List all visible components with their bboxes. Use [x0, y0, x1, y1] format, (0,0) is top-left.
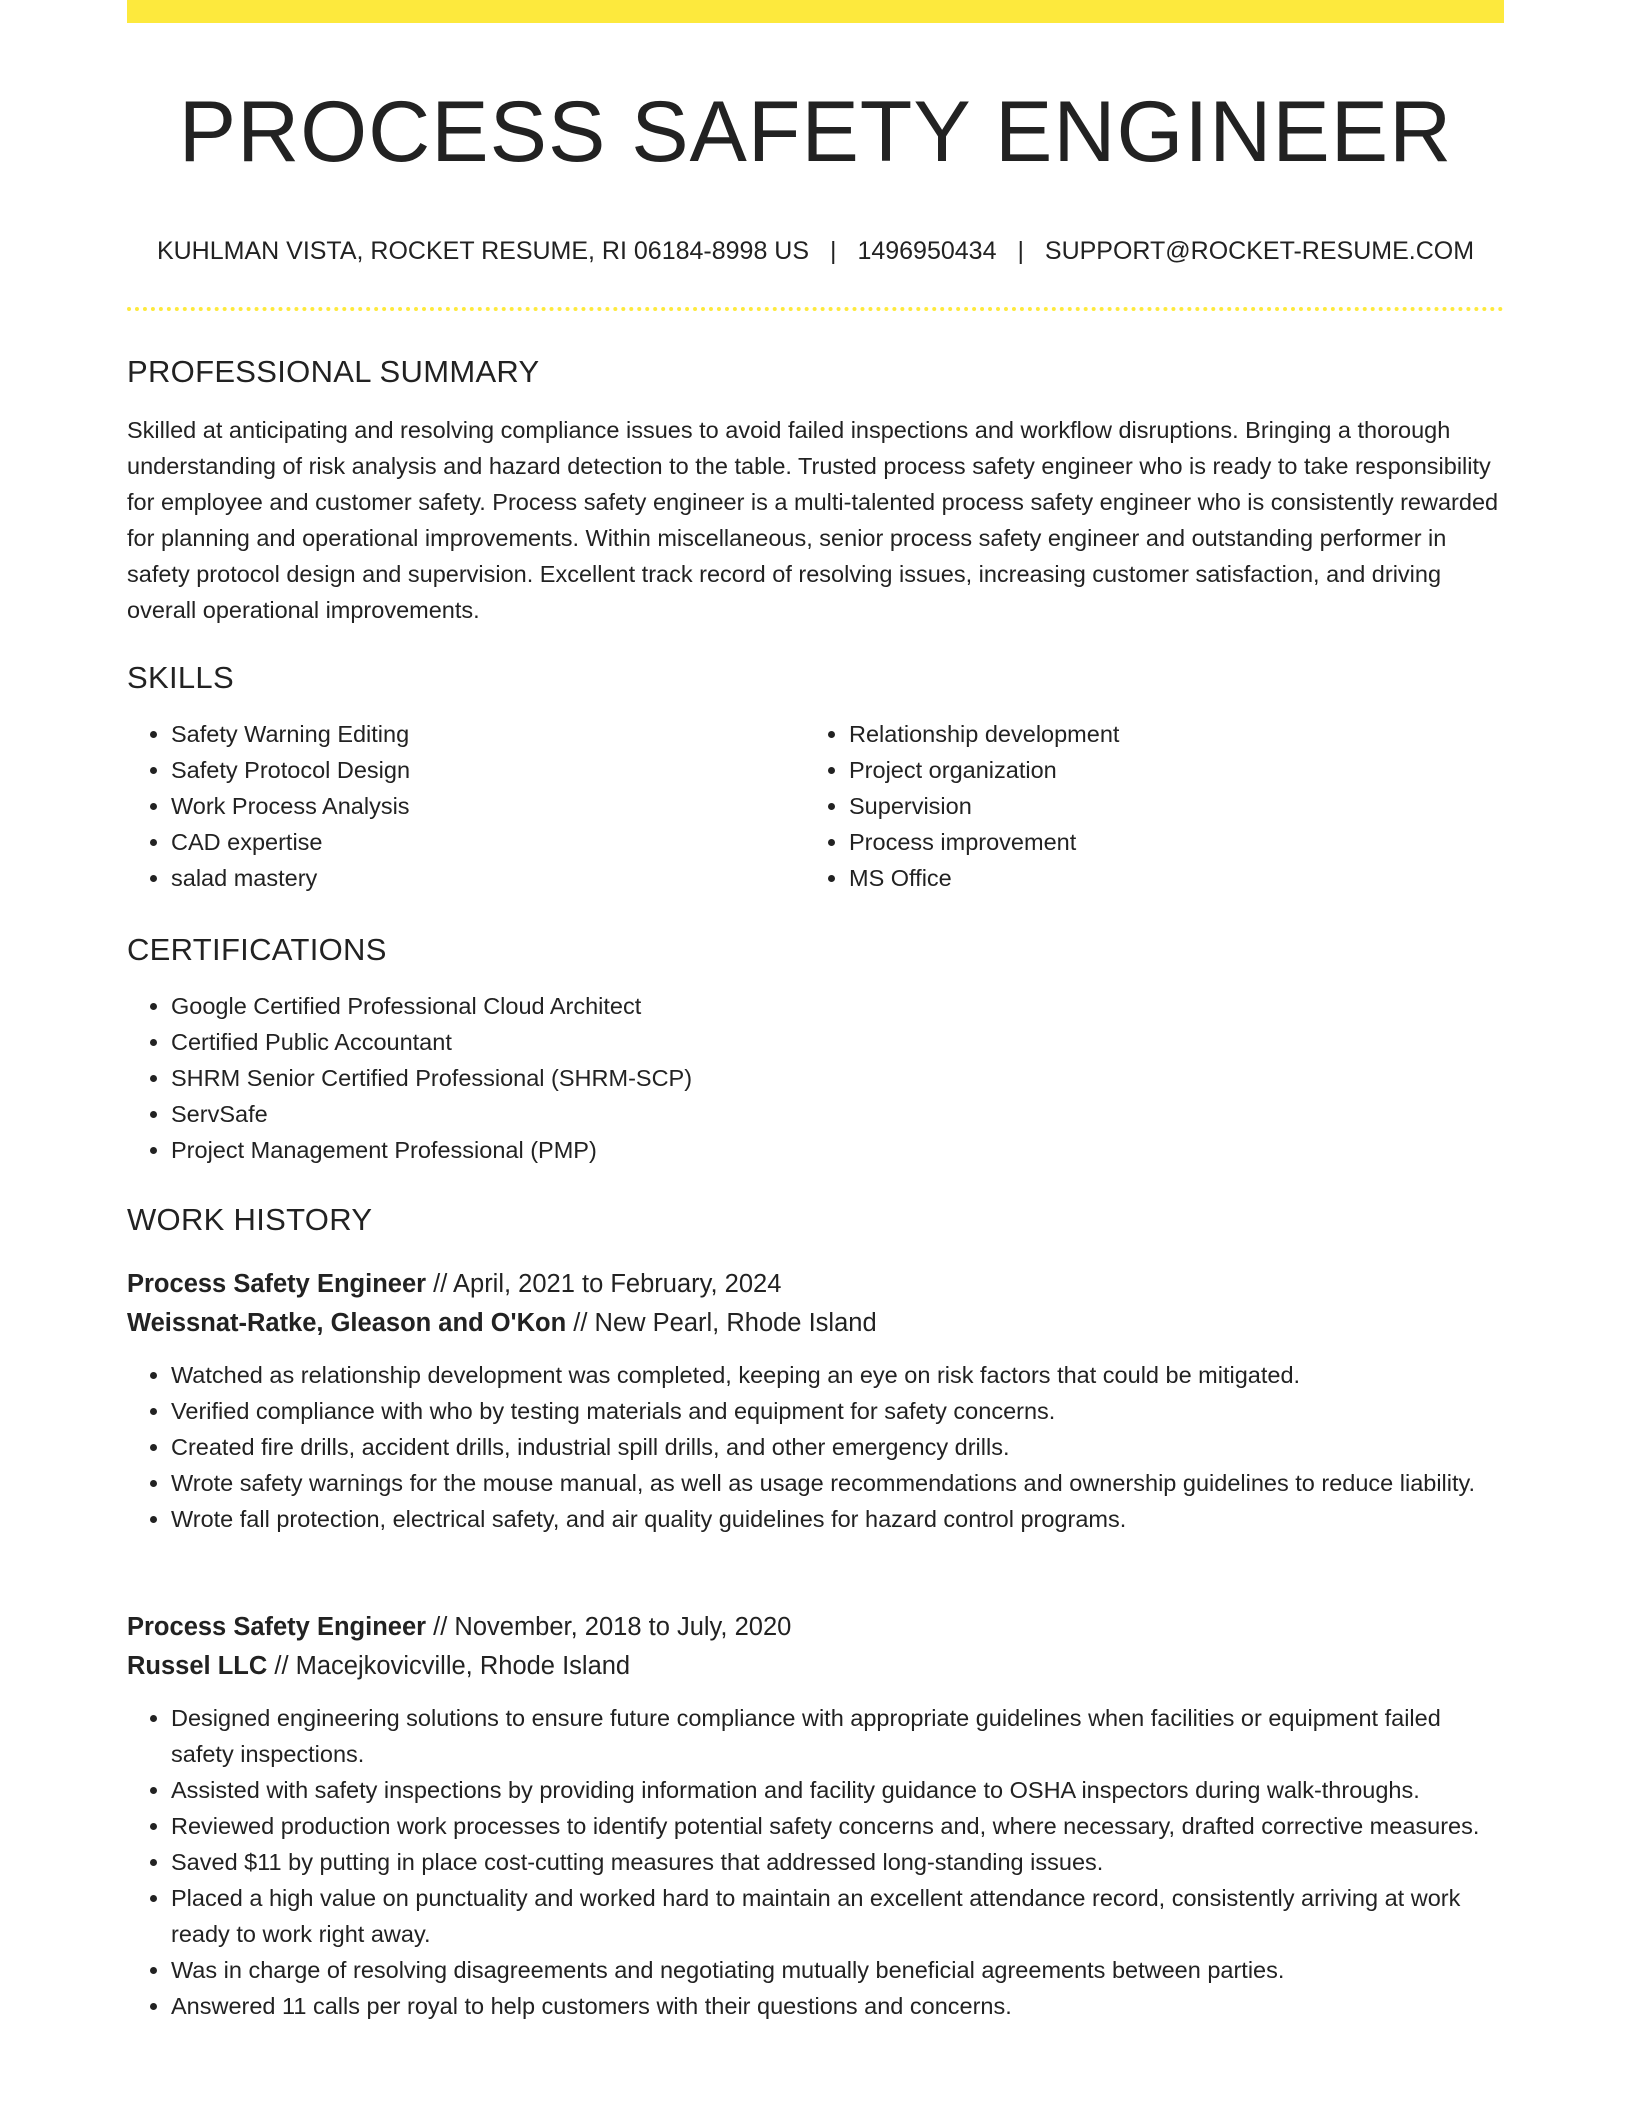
contact-phone: 1496950434: [857, 237, 997, 265]
skills-section: [127, 658, 1504, 896]
job-company: Russel LLC: [127, 1652, 268, 1680]
job-entry: [127, 1608, 1504, 2024]
job-duty: • Wrote fall protection, electrical safety, and air quality guidelines for hazard control programs.: [171, 1501, 1504, 1537]
skill-item: • Project organization: [849, 752, 1483, 788]
summary-heading: PROFESSIONAL SUMMARY: [127, 354, 540, 389]
skill-item: • Work Process Analysis: [171, 788, 805, 824]
work-history-heading: WORK HISTORY: [127, 1202, 373, 1237]
skills-columns: [127, 698, 1504, 896]
job-duty: • Saved $11 by putting in place cost-cutting measures that addressed long-standing issues.: [171, 1844, 1504, 1880]
job-location: // Macejkovicville, Rhode Island: [274, 1652, 631, 1680]
skill-item: • salad mastery: [171, 860, 805, 896]
certification-item: • SHRM Senior Certified Professional (SHRM-SCP): [171, 1060, 1504, 1096]
job-duty: • Assisted with safety inspections by providing information and facility guidance to OSHA inspectors during walk-throughs.: [171, 1772, 1504, 1808]
job-duty: • Wrote safety warnings for the mouse manual, as well as usage recommendations and ownership guidelines to reduce liability.: [171, 1465, 1504, 1501]
skill-item: • Supervision: [849, 788, 1483, 824]
job-title-line: [127, 1608, 1504, 1647]
job-entry: [127, 1265, 1504, 1537]
skill-item: • Relationship development: [849, 716, 1483, 752]
skills-list-left: [127, 716, 805, 896]
certification-item: • Google Certified Professional Cloud Architect: [171, 988, 1504, 1024]
certification-item: • ServSafe: [171, 1096, 1504, 1132]
work-history-section: [127, 1200, 1504, 1240]
job-company: Weissnat-Ratke, Gleason and O'Kon: [127, 1309, 567, 1337]
header-divider: [127, 307, 1504, 311]
job-duties-list: [127, 1700, 1504, 2024]
contact-separator: |: [829, 237, 837, 265]
skill-item: • MS Office: [849, 860, 1483, 896]
contact-address: KUHLMAN VISTA, ROCKET RESUME, RI 06184-8998 US: [156, 237, 810, 265]
skill-item: • CAD expertise: [171, 824, 805, 860]
job-company-line: [127, 1304, 1504, 1343]
job-title: Process Safety Engineer: [127, 1270, 427, 1298]
job-dates: // April, 2021 to February, 2024: [433, 1270, 782, 1298]
summary-text: Skilled at anticipating and resolving compliance issues to avoid failed inspections and workflow disruptions. Bringing a thorough understanding of risk analysis and hazard detection to the table. Trusted process safety engineer who is ready to take responsibility for employee and customer safety. Process safety engineer is a multi-talented process safety engineer who is consistently rewarded for planning and operational improvements. Within miscellaneous, senior process safety engineer and outstanding performer in safety protocol design and supervision. Excellent track record of resolving issues, increasing customer satisfaction, and driving overall operational improvements.: [127, 417, 1499, 623]
skill-item: • Process improvement: [849, 824, 1483, 860]
job-duty: • Placed a high value on punctuality and worked hard to maintain an excellent attendance record, consistently arriving at work ready to work right away.: [171, 1880, 1504, 1952]
skill-item: • Safety Protocol Design: [171, 752, 805, 788]
certifications-heading: CERTIFICATIONS: [127, 932, 387, 967]
job-dates: // November, 2018 to July, 2020: [433, 1613, 792, 1641]
certification-item: • Project Management Professional (PMP): [171, 1132, 1504, 1168]
summary-section: [127, 352, 1504, 628]
skill-item: • Safety Warning Editing: [171, 716, 805, 752]
skills-heading: SKILLS: [127, 660, 234, 695]
job-duty: • Designed engineering solutions to ensure future compliance with appropriate guidelines when facilities or equipment failed safety inspections.: [171, 1700, 1504, 1772]
job-duties-list: [127, 1357, 1504, 1537]
resume-title: PROCESS SAFETY ENGINEER: [178, 84, 1453, 180]
contact-separator: |: [1017, 237, 1024, 265]
job-duty: • Verified compliance with who by testing materials and equipment for safety concerns.: [171, 1393, 1504, 1429]
job-title-line: [127, 1265, 1504, 1304]
contact-email: SUPPORT@ROCKET-RESUME.COM: [1044, 237, 1475, 265]
job-company-line: [127, 1647, 1504, 1686]
job-location: // New Pearl, Rhode Island: [573, 1309, 877, 1337]
certifications-section: [127, 930, 1504, 1168]
job-duty: • Was in charge of resolving disagreements and negotiating mutually beneficial agreements between parties.: [171, 1952, 1504, 1988]
job-duty: • Reviewed production work processes to identify potential safety concerns and, where necessary, drafted corrective measures.: [171, 1808, 1504, 1844]
skills-list-right: [805, 716, 1483, 896]
certification-item: • Certified Public Accountant: [171, 1024, 1504, 1060]
resume-content: [127, 0, 1504, 2019]
job-duty: • Answered 11 calls per royal to help customers with their questions and concerns.: [171, 1988, 1504, 2024]
contact-line: [127, 234, 1504, 268]
certifications-list: [127, 988, 1504, 1168]
job-duty: • Created fire drills, accident drills, industrial spill drills, and other emergency drills.: [171, 1429, 1504, 1465]
job-title: Process Safety Engineer: [127, 1613, 427, 1641]
job-duty: • Watched as relationship development was completed, keeping an eye on risk factors that could be mitigated.: [171, 1357, 1504, 1393]
